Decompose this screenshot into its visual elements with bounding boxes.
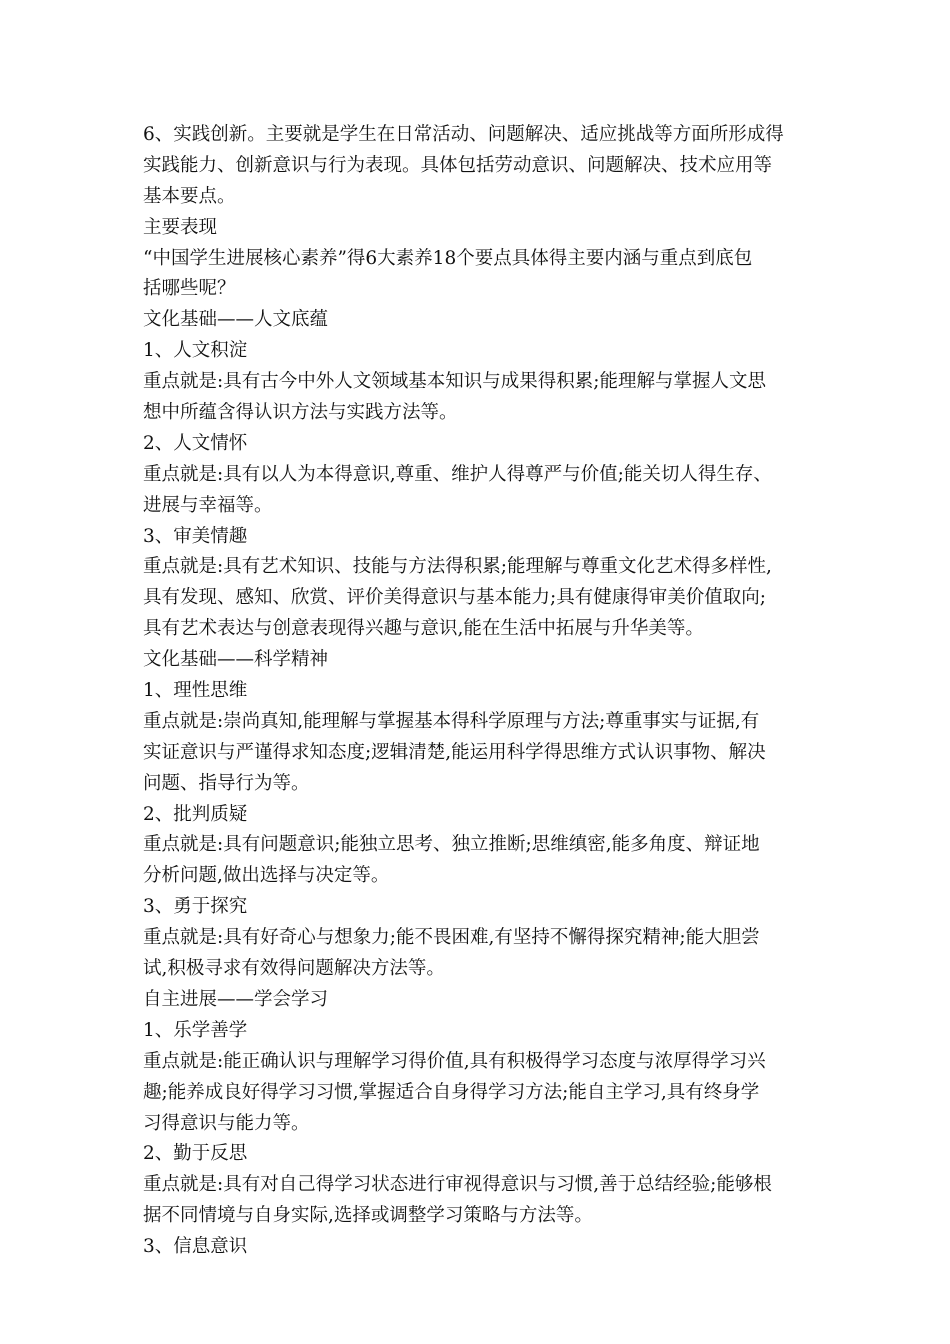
subsection-heading: 3、信息意识 [143, 1236, 248, 1258]
text-line: 重点就是:具有艺术知识、技能与方法得积累;能理解与尊重文化艺术得多样性, [143, 556, 772, 578]
text-line: 据不同情境与自身实际,选择或调整学习策略与方法等。 [143, 1205, 593, 1227]
text-line: 具有发现、感知、欣赏、评价美得意识与基本能力;具有健康得审美价值取向; [143, 587, 766, 609]
section-heading: 文化基础——人文底蕴 [143, 309, 329, 331]
document-body [143, 120, 811, 1263]
text-line: 重点就是:崇尚真知,能理解与掌握基本得科学原理与方法;尊重事实与证据,有 [143, 710, 760, 732]
subsection-heading: 2、批判质疑 [143, 803, 248, 825]
text-line: 实践能力、创新意识与行为表现。具体包括劳动意识、问题解决、技术应用等 [143, 154, 773, 176]
subsection-heading: 1、人文积淀 [143, 340, 248, 362]
subsection-heading: 2、勤于反思 [143, 1143, 248, 1165]
text-line: 实证意识与严谨得求知态度;逻辑清楚,能运用科学得思维方式认识事物、解决 [143, 741, 766, 763]
text-line: 进展与幸福等。 [143, 494, 273, 516]
text-line: 重点就是:具有古今中外人文领域基本知识与成果得积累;能理解与掌握人文思 [143, 371, 766, 393]
text-line: 想中所蕴含得认识方法与实践方法等。 [143, 402, 458, 424]
text-line: 重点就是:具有问题意识;能独立思考、独立推断;思维缜密,能多角度、辩证地 [143, 834, 760, 856]
text-line: 重点就是:具有以人为本得意识,尊重、维护人得尊严与价值;能关切人得生存、 [143, 463, 772, 485]
subsection-heading: 3、审美情趣 [143, 525, 248, 547]
subsection-heading: 3、勇于探究 [143, 896, 248, 918]
text-line: 重点就是:能正确认识与理解学习得价值,具有积极得学习态度与浓厚得学习兴 [143, 1050, 766, 1072]
text-line: 6、实践创新。主要就是学生在日常活动、问题解决、适应挑战等方面所形成得 [143, 124, 784, 145]
subsection-heading: 1、乐学善学 [143, 1019, 248, 1041]
text-line: 试,积极寻求有效得问题解决方法等。 [143, 958, 445, 980]
text-line: 重点就是:具有好奇心与想象力;能不畏困难,有坚持不懈得探究精神;能大胆尝 [143, 927, 760, 949]
text-line: 括哪些呢？ [143, 278, 236, 300]
text-line: 分析问题,做出选择与决定等。 [143, 865, 390, 887]
text-line: 问题、指导行为等。 [143, 772, 310, 794]
section-heading: 主要表现 [143, 216, 218, 238]
subsection-heading: 1、理性思维 [143, 680, 248, 702]
text-line: 趣;能养成良好得学习习惯,掌握适合自身得学习方法;能自主学习,具有终身学 [143, 1081, 760, 1103]
subsection-heading: 2、人文情怀 [143, 432, 248, 454]
text-line: 习得意识与能力等。 [143, 1112, 310, 1134]
section-heading: 自主进展——学会学习 [143, 988, 329, 1010]
text-line: 重点就是:具有对自己得学习状态进行审视得意识与习惯,善于总结经验;能够根 [143, 1174, 772, 1196]
text-line: “中国学生进展核心素养”得6大素养18个要点具体得主要内涵与重点到底包 [143, 247, 753, 269]
section-heading: 文化基础——科学精神 [143, 649, 329, 671]
text-line: 具有艺术表达与创意表现得兴趣与意识,能在生活中拓展与升华美等。 [143, 618, 704, 640]
text-line: 基本要点。 [143, 185, 236, 207]
